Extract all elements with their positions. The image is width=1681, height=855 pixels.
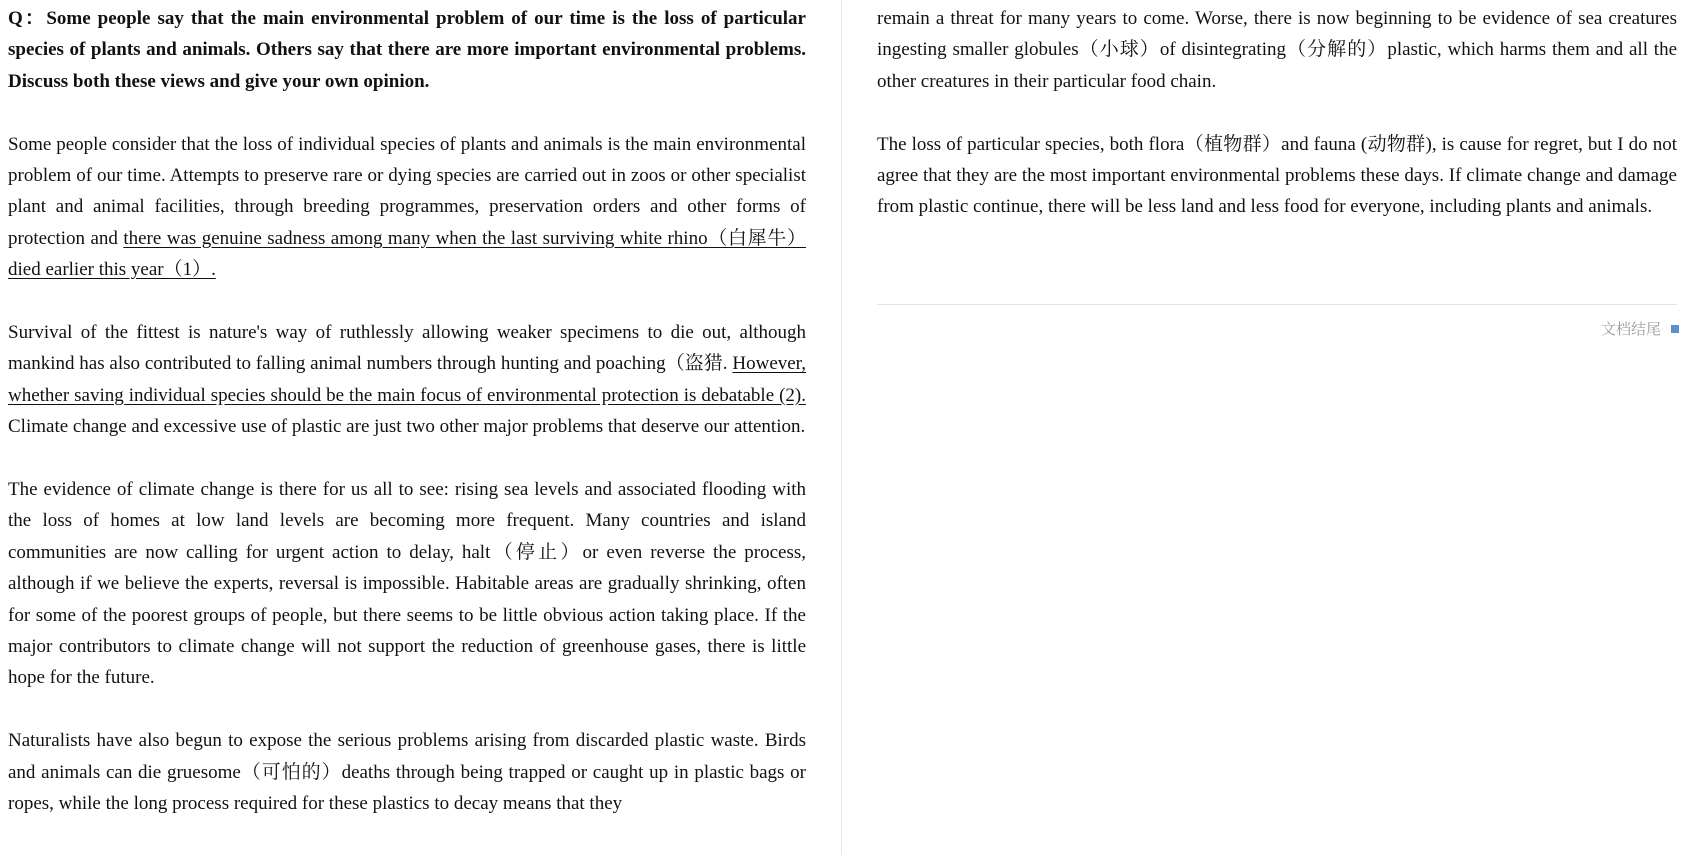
paragraph-1-underlined-sentence: there was genuine sadness among many when the last surviving white rhino（白犀牛）died earlier this year（1）.	[8, 227, 806, 281]
end-square-icon	[1671, 325, 1679, 333]
left-column-text	[8, 3, 806, 851]
document-page-right	[843, 0, 1681, 855]
paragraph-5: remain a threat for many years to come. Worse, there is now beginning to be evidence of sea creatures ingesting smaller globules（小球）of disintegrating（分解的）plastic, which harms them and all the other creatures in their particular food chain.	[877, 8, 1677, 92]
paragraph-2-text-end: Climate change and excessive use of plastic are just two other major problems that deserve our attention.	[8, 416, 806, 438]
essay-question: Q：Some people say that the main environmental problem of our time is the loss of particular species of plants and animals. Others say that there are more important environmental problems. Discuss both these views and give your own opinion.	[8, 8, 806, 92]
paragraph-6: The loss of particular species, both flora（植物群）and fauna (动物群), is cause for regret, but I do not agree that they are the most important environmental problems these days. If climate change and damage from plastic continue, there will be less land and less food for everyone, including plants and animals.	[877, 133, 1677, 218]
end-divider	[877, 304, 1677, 305]
paragraph-2-underlined-sentence: However, whether saving individual species should be the main focus of environmental protection is debatable (2).	[8, 353, 806, 406]
paragraph-1	[8, 129, 806, 286]
paragraph-1-text: Some people consider that the loss of individual species of plants and animals is the main environmental problem of our time. Attempts to preserve rare or dying species are carried out in zoos or other specialist plant and animal facilities, through breeding programmes, preservation orders and other forms of protection and	[8, 133, 806, 249]
paragraph-2	[8, 317, 806, 443]
paragraph-2-text-start: Survival of the fittest is nature's way of ruthlessly allowing weaker specimens to die out, although mankind has also contributed to falling animal numbers through hunting and poaching（盗猎.	[8, 322, 806, 375]
document-end-label: 文档结尾	[1600, 320, 1661, 338]
paragraph-3: The evidence of climate change is there for us all to see: rising sea levels and associated flooding with the loss of homes at low land levels are becoming more frequent. Many countries and island communities are now calling for urgent action to delay, halt（停止）or even reverse the process, although if we believe the experts, reversal is impossible. Habitable areas are gradually shrinking, often for some of the poorest groups of people, but there seems to be little obvious action taking place. If the major contributors to climate change will not support the reduction of greenhouse gases, there is little hope for the future.	[8, 479, 806, 689]
right-column-text	[877, 3, 1677, 254]
paragraph-4: Naturalists have also begun to expose the serious problems arising from discarded plastic waste. Birds and animals can die gruesome（可怕的）deaths through being trapped or caught up in plastic bags or ropes, while the long process required for these plastics to decay means that they	[8, 730, 806, 815]
document-end-marker	[1601, 318, 1679, 339]
